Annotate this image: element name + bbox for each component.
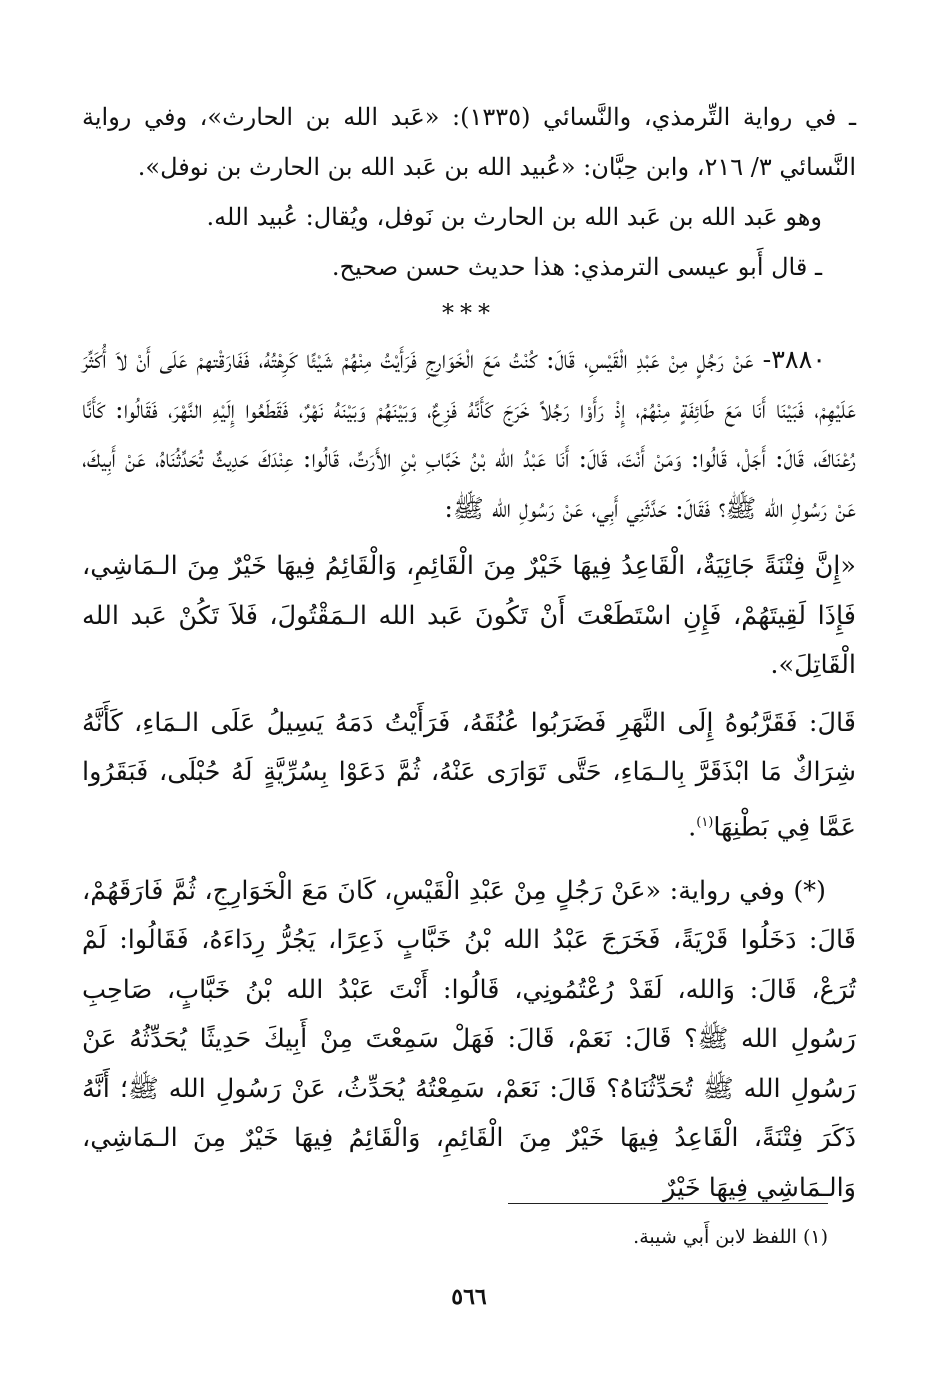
footnote: (١) اللفظ لابن أَبي شيبة. bbox=[633, 1226, 828, 1248]
hadith-continuation: قَالَ: فَقَرَّبُوهُ إِلَى النَّهَرِ فَضَرَبُوا عُنُقَهُ، فَرَأَيْتُ دَمَهُ يَسِيلُ عَلَى الـمَاءِ، كَأَنَّهُ شِرَاكٌ مَا ابْذَقَرَّ بِالـمَاءِ، حَتَّى تَوَارَى عَنْهُ، ثُمَّ دَعَوْا بِسُرِّيَّةٍ لَهُ حُبْلَى، فَبَقَرُوا عَمَّا فِي بَطْنِهَا$^{(١)}$. bbox=[82, 707, 856, 842]
hadith-text bbox=[82, 336, 856, 1213]
hadith-quote: «إِنَّ فِتْنَةً جَائِيَةٌ، الْقَاعِدُ فِيهَا خَيْرٌ مِنَ الْقَائِمِ، وَالْقَائِمُ فِيهَا خَيْرٌ مِنَ الـمَاشِي، فَإِذَا لَقِيتَهُمْ، فَإِنِ اسْتَطَعْتَ أَنْ تَكُونَ عَبد الله الـمَقْتُولَ، فَلاَ تَكُنْ عَبد الله الْقَاتِلَ». bbox=[82, 551, 856, 680]
note-line: وهو عَبد الله بن عَبد الله بن الحارث بن نَوفل، ويُقال: عُبيد الله. bbox=[206, 203, 822, 231]
page-number: ٥٦٦ bbox=[451, 1284, 487, 1310]
footnote-divider bbox=[508, 1203, 828, 1204]
note-line: ـ في رواية التِّرمذي، والنَّسائي (١٣٣٥): «عَبد الله بن الحارث»، وفي رواية النَّسائي ٣/ ٢١٦، وابن حِبَّان: «عُبيد الله بن عَبد الله بن الحارث بن نوفل». bbox=[82, 103, 856, 181]
footnote-marker: (١) bbox=[696, 814, 714, 830]
note-line: ـ قال أَبو عيسى الترمذي: هذا حديث حسن صحيح. bbox=[331, 253, 822, 281]
hadith-variant: (*) وفي رواية: «عَنْ رَجُلٍ مِنْ عَبْدِ الْقَيْسِ، كَانَ مَعَ الْخَوَارِجِ، ثُمَّ فَارَقَهُمْ، قَالَ: دَخَلُوا قَرْيَةً، فَخَرَجَ عَبْدُ الله بْنُ خَبَّابٍ ذَعِرًا، يَجُرُّ رِدَاءَهُ، فَقَالُوا: لَمْ تُرَعْ، قَالَ: وَالله، لَقَدْ رُعْتُمُونِي، قَالُوا: أَنْتَ عَبْدُ الله بْنُ خَبَّابٍ، صَاحِبِ رَسُولِ الله ﷺ؟ قَالَ: نَعَمْ، قَالَ: فَهَلْ سَمِعْتَ مِنْ أَبِيكَ حَدِيثًا يُحَدِّثُهُ عَنْ رَسُولِ الله ﷺ تُحَدِّثُنَاهُ؟ قَالَ: نَعَمْ، سَمِعْتُهُ يُحَدِّثُ، عَنْ رَسُولِ الله ﷺ؛ أَنَّهُ ذَكَرَ فِتْنَةً، الْقَاعِدُ فِيهَا خَيْرٌ مِنَ الْقَائِمِ، وَالْقَائِمُ فِيهَا خَيْرٌ مِنَ الـمَاشِي، وَالـمَاشِي فِيهَا خَيْرٌ bbox=[82, 875, 856, 1203]
notes-block bbox=[82, 92, 856, 292]
section-separator: *** bbox=[442, 299, 496, 327]
continuation-text: قَالَ: فَقَرَّبُوهُ إِلَى النَّهَرِ فَضَرَبُوا عُنُقَهُ، فَرَأَيْتُ دَمَهُ يَسِيلُ عَلَى الـمَاءِ، كَأَنَّهُ شِرَاكٌ مَا ابْذَقَرَّ بِالـمَاءِ، حَتَّى تَوَارَى عَنْهُ، ثُمَّ دَعَوْا بِسُرِّيَّةٍ لَهُ حُبْلَى، فَبَقَرُوا عَمَّا فِي بَطْنِهَا bbox=[82, 707, 856, 842]
hadith-narration: ٣٨٨٠- عَنْ رَجُلٍ مِنْ عَبْدِ الْقَيْسِ، قَالَ: كُنْتُ مَعَ الْخَوَارِجِ فَرَأَيْتُ مِنْهُمْ شَيْئًا كَرِهْتُهُ، فَفَارَقْتهمْ عَلَى أَنْ لاَ أُكَثِّرَ عَلَيْهِمْ، فَبَيْنَا أَنَا مَعَ طَائِفَةٍ مِنْهُمْ، إِذْ رَأَوْا رَجُلاً خَرَجَ كَأَنَّهُ فَزِعٌ، وَبَيْنَهُمْ وَبَيْنَهُ نَهْرٌ، فَقَطَعُوا إِلَيْهِ النَّهْرَ، فَقَالُوا: كَأَنَّا رُعْنَاكَ، قَالَ: أَجَلْ، قَالُوا: وَمَنْ أَنْتَ، قَالَ: أَنَا عَبْدُ الله بْنُ خَبَّابِ بْنِ الأَرَتِّ، قَالُوا: عِنْدَكَ حَدِيثٌ تُحَدِّثُنَاهُ، عَنْ أَبِيكَ، عَنْ رَسُولِ الله ﷺ؟ فَقَالَ: حَدَّثَنِي أَبِي، عَنْ رَسُولِ الله ﷺ: bbox=[82, 345, 856, 524]
